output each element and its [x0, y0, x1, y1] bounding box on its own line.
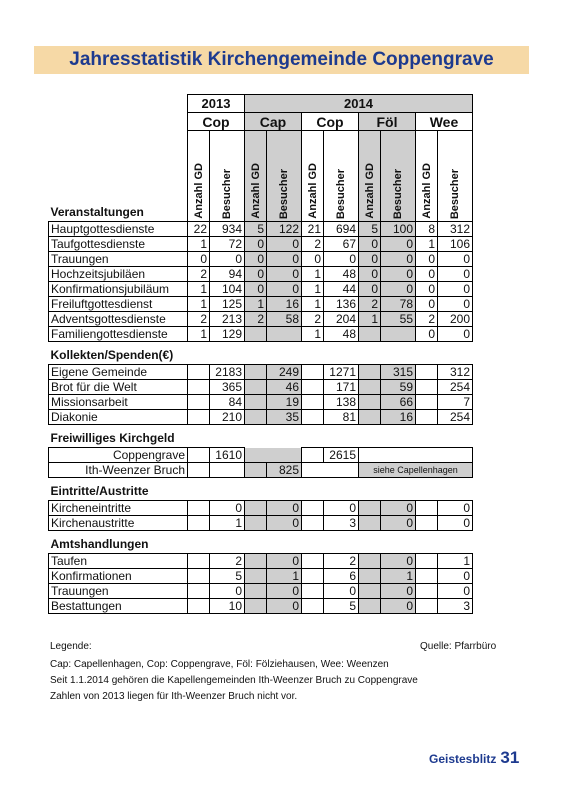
- veranstaltung-row: [49, 237, 473, 252]
- row-label: Kircheneintritte: [49, 501, 188, 516]
- spacer-cell: [302, 365, 324, 380]
- header-blank: [49, 113, 188, 131]
- veranstaltung-row: [49, 282, 473, 297]
- value-cell: 125: [210, 297, 245, 312]
- value-cell: 0: [267, 252, 302, 267]
- row-label: Konfirmationen: [49, 569, 188, 584]
- value-cell: 312: [438, 222, 473, 237]
- col-anzahl-gd: [416, 131, 438, 222]
- spacer-cell: [359, 554, 381, 569]
- value-cell: 2: [188, 312, 210, 327]
- header-vertical-row: [49, 131, 473, 222]
- value-cell: 2: [324, 554, 359, 569]
- legend-line: Zahlen von 2013 liegen für Ith-Weenzer Bruch nicht vor.: [50, 691, 298, 702]
- spacer-cell: [302, 463, 359, 478]
- value-cell: 1: [381, 569, 416, 584]
- value-cell: 8: [416, 222, 438, 237]
- spacer-cell: [188, 554, 210, 569]
- value-cell: 1: [302, 327, 324, 342]
- value-cell: 0: [381, 584, 416, 599]
- value-cell: 200: [438, 312, 473, 327]
- row-label: Konfirmationsjubiläum: [49, 282, 188, 297]
- value-cell: 0: [359, 252, 381, 267]
- spacer-cell: [302, 501, 324, 516]
- value-cell: 0: [267, 516, 302, 531]
- value-cell: 204: [324, 312, 359, 327]
- section-row: [49, 342, 473, 365]
- spacer-cell: [188, 569, 210, 584]
- spacer-cell: [359, 380, 381, 395]
- spacer-cell: [302, 448, 324, 463]
- spacer-cell: [302, 516, 324, 531]
- eintritte-row: [49, 501, 473, 516]
- value-cell: 0: [324, 501, 359, 516]
- spacer-cell: [359, 599, 381, 614]
- value-cell: 0: [438, 516, 473, 531]
- value-cell: 0: [381, 554, 416, 569]
- value-cell: 0: [381, 267, 416, 282]
- veranstaltung-row: [49, 267, 473, 282]
- value-cell: 1271: [324, 365, 359, 380]
- header-location-row: [49, 113, 473, 131]
- spacer-cell: [416, 516, 438, 531]
- spacer-cell: [416, 599, 438, 614]
- spacer-cell: [416, 569, 438, 584]
- spacer-cell: [210, 463, 245, 478]
- value-cell: 59: [381, 380, 416, 395]
- amtshandlungen-row: [49, 554, 473, 569]
- value-cell: 0: [416, 267, 438, 282]
- value-cell: 35: [267, 410, 302, 425]
- vertical-header-label: Besucher: [335, 168, 347, 219]
- section-title: Eintritte/Austritte: [50, 484, 149, 498]
- spacer-cell: [416, 380, 438, 395]
- row-label: Freiluftgottesdienst: [49, 297, 188, 312]
- value-cell: 0: [245, 237, 267, 252]
- value-cell: 1: [302, 297, 324, 312]
- eintritte-row: [49, 516, 473, 531]
- location-header: Cap: [245, 113, 302, 131]
- value-cell: 2615: [324, 448, 359, 463]
- spacer-cell: [359, 365, 381, 380]
- row-label: Ith-Weenzer Bruch: [49, 463, 188, 478]
- value-cell: [359, 327, 381, 342]
- spacer-cell: [359, 395, 381, 410]
- legend-line: Seit 1.1.2014 gehören die Kapellengemeinden Ith-Weenzer Bruch zu Coppengrave: [50, 675, 418, 686]
- value-cell: 0: [381, 282, 416, 297]
- value-cell: 1610: [210, 448, 245, 463]
- page-title: Jahresstatistik Kirchengemeinde Coppengrave: [69, 49, 494, 70]
- value-cell: 0: [438, 297, 473, 312]
- vertical-header-label: Besucher: [221, 168, 233, 219]
- spacer-cell: [302, 410, 324, 425]
- vertical-header-label: Anzahl GD: [306, 163, 319, 219]
- value-cell: 3: [324, 516, 359, 531]
- value-cell: 0: [416, 252, 438, 267]
- value-cell: 0: [267, 237, 302, 252]
- value-cell: 0: [267, 584, 302, 599]
- spacer-cell: [188, 365, 210, 380]
- value-cell: 0: [245, 282, 267, 297]
- value-cell: 5: [359, 222, 381, 237]
- value-cell: 1: [188, 297, 210, 312]
- spacer-cell: [245, 380, 267, 395]
- value-cell: 0: [188, 252, 210, 267]
- spacer-cell: [416, 395, 438, 410]
- kollekten-row: [49, 395, 473, 410]
- header-blank: [49, 95, 188, 113]
- value-cell: 0: [381, 252, 416, 267]
- value-cell: 16: [267, 297, 302, 312]
- row-label: Hauptgottesdienste: [49, 222, 188, 237]
- vertical-header-label: Anzahl GD: [363, 163, 376, 219]
- value-cell: 5: [210, 569, 245, 584]
- value-cell: 0: [416, 297, 438, 312]
- value-cell: 84: [210, 395, 245, 410]
- value-cell: 0: [438, 569, 473, 584]
- value-cell: 48: [324, 267, 359, 282]
- value-cell: 104: [210, 282, 245, 297]
- spacer-cell: [188, 463, 210, 478]
- location-header: Wee: [416, 113, 473, 131]
- value-cell: 2183: [210, 365, 245, 380]
- section-title: Veranstaltungen: [50, 205, 144, 219]
- vertical-header-label: Anzahl GD: [192, 163, 205, 219]
- col-anzahl-gd: [359, 131, 381, 222]
- value-cell: 0: [416, 282, 438, 297]
- value-cell: 2: [188, 267, 210, 282]
- spacer-cell: [245, 410, 267, 425]
- value-cell: 1: [210, 516, 245, 531]
- vertical-header-label: Besucher: [449, 168, 461, 219]
- row-label: Brot für die Welt: [49, 380, 188, 395]
- legend-notes: [50, 657, 418, 705]
- value-cell: 0: [359, 237, 381, 252]
- value-cell: 171: [324, 380, 359, 395]
- value-cell: [381, 327, 416, 342]
- spacer-cell: [245, 463, 267, 478]
- value-cell: 44: [324, 282, 359, 297]
- row-label: Adventsgottesdienste: [49, 312, 188, 327]
- spacer-cell: [188, 410, 210, 425]
- value-cell: 72: [210, 237, 245, 252]
- section-row: [49, 478, 473, 501]
- year-2014: 2014: [245, 95, 473, 113]
- value-cell: [245, 327, 267, 342]
- value-cell: 1: [438, 554, 473, 569]
- spacer-cell: [416, 410, 438, 425]
- col-anzahl-gd: [245, 131, 267, 222]
- value-cell: 0: [267, 501, 302, 516]
- value-cell: 46: [267, 380, 302, 395]
- amtshandlungen-row: [49, 599, 473, 614]
- value-cell: 0: [267, 599, 302, 614]
- value-cell: 2: [302, 237, 324, 252]
- value-cell: 0: [267, 554, 302, 569]
- value-cell: 2: [302, 312, 324, 327]
- year-2013: 2013: [188, 95, 245, 113]
- value-cell: 0: [438, 584, 473, 599]
- spacer-cell: [245, 584, 267, 599]
- value-cell: 0: [245, 252, 267, 267]
- value-cell: 22: [188, 222, 210, 237]
- col-besucher: [438, 131, 473, 222]
- value-cell: 0: [245, 267, 267, 282]
- spacer-cell: [302, 395, 324, 410]
- value-cell: 81: [324, 410, 359, 425]
- footer: [429, 748, 519, 768]
- spacer-cell: [188, 395, 210, 410]
- spacer-cell: [359, 569, 381, 584]
- section-title: Amtshandlungen: [50, 537, 149, 551]
- legend-title: Legende:: [50, 641, 92, 652]
- row-label: Missionsarbeit: [49, 395, 188, 410]
- veranstaltung-row: [49, 297, 473, 312]
- spacer-cell: [359, 584, 381, 599]
- spacer-cell: [188, 599, 210, 614]
- value-cell: 2: [210, 554, 245, 569]
- vertical-header-label: Besucher: [392, 168, 404, 219]
- value-cell: 1: [188, 237, 210, 252]
- spacer-cell: [188, 516, 210, 531]
- value-cell: 315: [381, 365, 416, 380]
- section-row: [49, 425, 473, 448]
- spacer-cell: [188, 380, 210, 395]
- value-cell: 0: [210, 501, 245, 516]
- value-cell: 136: [324, 297, 359, 312]
- value-cell: 1: [416, 237, 438, 252]
- spacer-cell: [245, 395, 267, 410]
- value-cell: 3: [438, 599, 473, 614]
- value-cell: 138: [324, 395, 359, 410]
- value-cell: 0: [438, 267, 473, 282]
- value-cell: 0: [210, 252, 245, 267]
- section-title: Freiwilliges Kirchgeld: [50, 431, 175, 445]
- value-cell: 16: [381, 410, 416, 425]
- spacer-cell: [245, 501, 267, 516]
- spacer-cell: [359, 448, 473, 463]
- value-cell: 2: [416, 312, 438, 327]
- row-label: Bestattungen: [49, 599, 188, 614]
- magazine-name: Geistesblitz: [429, 752, 497, 766]
- note-cell: siehe Capellenhagen: [359, 463, 473, 478]
- value-cell: 2: [245, 312, 267, 327]
- value-cell: 0: [438, 282, 473, 297]
- value-cell: 210: [210, 410, 245, 425]
- page-number: 31: [500, 748, 520, 767]
- spacer-cell: [416, 501, 438, 516]
- value-cell: 5: [324, 599, 359, 614]
- veranstaltung-row: [49, 222, 473, 237]
- veranstaltung-row: [49, 327, 473, 342]
- col-besucher: [267, 131, 302, 222]
- spacer-cell: [188, 448, 210, 463]
- value-cell: 21: [302, 222, 324, 237]
- value-cell: 122: [267, 222, 302, 237]
- legend-line: Cap: Capellenhagen, Cop: Coppengrave, Föl: Fölziehausen, Wee: Weenzen: [50, 659, 389, 670]
- value-cell: 0: [267, 282, 302, 297]
- spacer-cell: [188, 501, 210, 516]
- section-row: [49, 531, 473, 554]
- value-cell: 0: [416, 327, 438, 342]
- spacer-cell: [302, 569, 324, 584]
- value-cell: 0: [324, 252, 359, 267]
- col-besucher: [324, 131, 359, 222]
- header-year-row: [49, 95, 473, 113]
- row-label: Familiengottesdienste: [49, 327, 188, 342]
- spacer-cell: [245, 599, 267, 614]
- vertical-header-label: Anzahl GD: [420, 163, 433, 219]
- value-cell: 0: [381, 516, 416, 531]
- value-cell: 254: [438, 380, 473, 395]
- value-cell: 249: [267, 365, 302, 380]
- value-cell: 312: [438, 365, 473, 380]
- spacer-cell: [245, 516, 267, 531]
- value-cell: 694: [324, 222, 359, 237]
- value-cell: 0: [267, 267, 302, 282]
- row-label: Trauungen: [49, 252, 188, 267]
- value-cell: 1: [302, 267, 324, 282]
- value-cell: 0: [438, 501, 473, 516]
- value-cell: 7: [438, 395, 473, 410]
- row-label: Diakonie: [49, 410, 188, 425]
- value-cell: 0: [438, 252, 473, 267]
- spacer-cell: [302, 599, 324, 614]
- vertical-header-label: Anzahl GD: [249, 163, 262, 219]
- kirchgeld-row: [49, 448, 473, 463]
- kollekten-row: [49, 365, 473, 380]
- veranstaltung-row: [49, 252, 473, 267]
- row-label: Eigene Gemeinde: [49, 365, 188, 380]
- statistics-table: [48, 94, 473, 614]
- value-cell: 48: [324, 327, 359, 342]
- location-header: Cop: [302, 113, 359, 131]
- value-cell: 106: [438, 237, 473, 252]
- value-cell: 66: [381, 395, 416, 410]
- value-cell: [267, 327, 302, 342]
- value-cell: 0: [381, 237, 416, 252]
- value-cell: 6: [324, 569, 359, 584]
- title-band: [34, 46, 529, 74]
- spacer-cell: [416, 365, 438, 380]
- amtshandlungen-row: [49, 569, 473, 584]
- spacer-cell: [359, 516, 381, 531]
- value-cell: 825: [267, 463, 302, 478]
- value-cell: 1: [188, 327, 210, 342]
- spacer-cell: [416, 554, 438, 569]
- value-cell: 1: [359, 312, 381, 327]
- row-label: Trauungen: [49, 584, 188, 599]
- value-cell: 1: [267, 569, 302, 584]
- value-cell: 0: [381, 501, 416, 516]
- spacer-cell: [416, 584, 438, 599]
- value-cell: 58: [267, 312, 302, 327]
- value-cell: 254: [438, 410, 473, 425]
- col-besucher: [210, 131, 245, 222]
- row-label: Taufgottesdienste: [49, 237, 188, 252]
- spacer-cell: [245, 554, 267, 569]
- section-title: Kollekten/Spenden(€): [50, 348, 174, 362]
- value-cell: 365: [210, 380, 245, 395]
- value-cell: 1: [245, 297, 267, 312]
- value-cell: 55: [381, 312, 416, 327]
- value-cell: 1: [302, 282, 324, 297]
- value-cell: 94: [210, 267, 245, 282]
- row-label: Kirchenaustritte: [49, 516, 188, 531]
- value-cell: 19: [267, 395, 302, 410]
- spacer-cell: [245, 569, 267, 584]
- row-label: Hochzeitsjubiläen: [49, 267, 188, 282]
- value-cell: 129: [210, 327, 245, 342]
- value-cell: 100: [381, 222, 416, 237]
- spacer-cell: [302, 584, 324, 599]
- value-cell: 78: [381, 297, 416, 312]
- value-cell: 0: [438, 327, 473, 342]
- value-cell: 934: [210, 222, 245, 237]
- col-anzahl-gd: [188, 131, 210, 222]
- value-cell: 213: [210, 312, 245, 327]
- value-cell: 0: [210, 584, 245, 599]
- col-anzahl-gd: [302, 131, 324, 222]
- veranstaltung-row: [49, 312, 473, 327]
- spacer-cell: [245, 365, 267, 380]
- location-header: Föl: [359, 113, 416, 131]
- spacer-cell: [188, 584, 210, 599]
- value-cell: 2: [359, 297, 381, 312]
- spacer-cell: [359, 501, 381, 516]
- row-label: Coppengrave: [49, 448, 188, 463]
- col-besucher: [381, 131, 416, 222]
- value-cell: 1: [188, 282, 210, 297]
- spacer-cell: [302, 554, 324, 569]
- value-cell: 0: [359, 267, 381, 282]
- spacer-cell: [302, 380, 324, 395]
- amtshandlungen-row: [49, 584, 473, 599]
- value-cell: 67: [324, 237, 359, 252]
- value-cell: 0: [381, 599, 416, 614]
- vertical-header-label: Besucher: [278, 168, 290, 219]
- row-label: Taufen: [49, 554, 188, 569]
- value-cell: 0: [302, 252, 324, 267]
- spacer-cell: [245, 448, 302, 463]
- spacer-cell: [359, 410, 381, 425]
- value-cell: 10: [210, 599, 245, 614]
- kirchgeld-row: [49, 463, 473, 478]
- value-cell: 0: [324, 584, 359, 599]
- value-cell: 0: [359, 282, 381, 297]
- kollekten-row: [49, 410, 473, 425]
- value-cell: 5: [245, 222, 267, 237]
- kollekten-row: [49, 380, 473, 395]
- source-note: Quelle: Pfarrbüro: [420, 641, 497, 652]
- location-header: Cop: [188, 113, 245, 131]
